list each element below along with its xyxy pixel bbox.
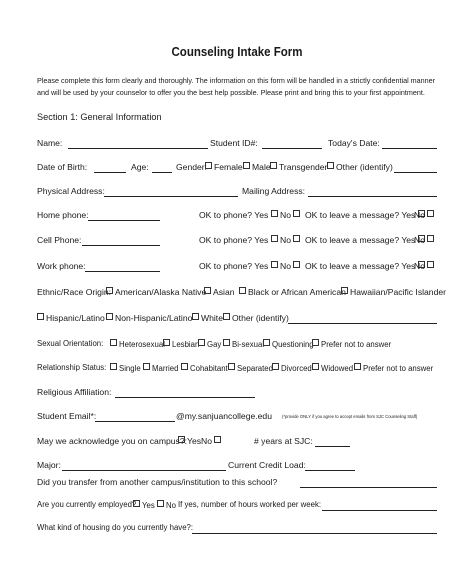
acknowledge-yes[interactable]: Yes	[178, 436, 201, 446]
religious-row	[0, 387, 474, 401]
student-id-field[interactable]	[262, 148, 322, 149]
hawaiian-option[interactable]: Hawaiian/Pacific Islander	[341, 287, 446, 297]
checkbox-icon	[106, 313, 113, 320]
major-field[interactable]	[62, 470, 226, 471]
major-row	[0, 460, 474, 474]
dob-row	[0, 162, 474, 176]
prefer-not-relationship-option[interactable]: Prefer not to answer	[354, 363, 433, 373]
checkbox-icon	[272, 363, 279, 370]
checkbox-icon	[223, 313, 230, 320]
work-ok-phone-yes[interactable]: OK to phone? Yes	[199, 261, 280, 271]
age-field[interactable]	[152, 172, 172, 173]
checkbox-icon	[293, 210, 300, 217]
checkbox-icon	[312, 363, 319, 370]
checkbox-icon	[178, 436, 185, 443]
checkbox-icon	[270, 162, 277, 169]
checkbox-icon	[157, 500, 164, 507]
lesbian-option[interactable]: Lesbian	[163, 339, 199, 349]
religious-label: Religious Affiliation:	[37, 387, 112, 397]
orientation-row	[0, 339, 474, 353]
todays-date-field[interactable]	[382, 148, 437, 149]
section-heading: Section 1: General Information	[37, 112, 162, 122]
hours-label: If yes, number of hours worked per week:	[178, 500, 322, 509]
housing-row	[0, 523, 474, 537]
checkbox-icon	[163, 339, 170, 346]
checkbox-icon	[110, 363, 117, 370]
american-alaska-option[interactable]: American/Alaska Native	[106, 287, 206, 297]
checkbox-icon	[192, 313, 199, 320]
asian-option[interactable]: Asian	[204, 287, 235, 297]
home-ok-phone-no[interactable]: No	[280, 210, 302, 220]
email-note: (*provide ONLY if you agree to accept emails from SJC Counseling Staff)	[282, 414, 418, 419]
prefer-not-orientation-option[interactable]: Prefer not to answer	[312, 339, 391, 349]
questioning-option[interactable]: Questioning	[263, 339, 314, 349]
checkbox-icon	[243, 162, 250, 169]
major-label: Major:	[37, 460, 61, 470]
checkbox-icon	[198, 339, 205, 346]
white-option[interactable]: White	[192, 313, 223, 323]
acknowledge-no[interactable]: No	[201, 436, 223, 446]
checkbox-icon	[327, 162, 334, 169]
years-sjc-field[interactable]	[315, 446, 350, 447]
cell-phone-row	[0, 235, 474, 249]
checkbox-icon	[37, 313, 44, 320]
hours-field[interactable]	[322, 510, 437, 511]
checkbox-icon	[427, 235, 434, 242]
physical-address-field[interactable]	[104, 196, 238, 197]
form-title: Counseling Intake Form	[171, 45, 303, 59]
checkbox-icon	[143, 363, 150, 370]
checkbox-icon	[110, 339, 117, 346]
dob-field[interactable]	[94, 172, 126, 173]
dob-label: Date of Birth:	[37, 162, 88, 172]
acknowledge-row	[0, 436, 474, 450]
housing-field[interactable]	[192, 533, 437, 534]
work-phone-field[interactable]	[85, 271, 160, 272]
bisexual-option[interactable]: Bi-sexual	[223, 339, 264, 349]
form-intro: Please complete this form clearly and thoroughly. The information on this form will be handled in a strictly confidential manner and will be used by your counselor to offer you the best help possible. Please print and bring this to your first appointment.	[37, 76, 436, 97]
home-phone-label: Home phone:	[37, 210, 89, 220]
name-field[interactable]	[68, 148, 208, 149]
credit-load-label: Current Credit Load:	[228, 460, 306, 470]
employed-yes[interactable]: Yes	[133, 500, 155, 510]
widowed-option[interactable]: Widowed	[312, 363, 353, 373]
cell-ok-msg-yes[interactable]: OK to leave a message? Yes	[305, 235, 427, 245]
checkbox-icon	[204, 287, 211, 294]
transgender-option[interactable]: Transgender	[270, 162, 327, 172]
email-row	[0, 411, 474, 425]
checkbox-icon	[427, 210, 434, 217]
years-sjc-label: # years at SJC:	[254, 436, 313, 446]
mailing-address-label: Mailing Address:	[242, 186, 306, 196]
transfer-row	[0, 477, 474, 491]
checkbox-icon	[205, 162, 212, 169]
checkbox-icon	[133, 500, 140, 507]
work-ok-phone-no[interactable]: No	[280, 261, 302, 271]
todays-date-label: Today's Date:	[328, 138, 380, 148]
cell-phone-label: Cell Phone:	[37, 235, 82, 245]
gay-option[interactable]: Gay	[198, 339, 221, 349]
female-option[interactable]: Female	[205, 162, 243, 172]
student-id-label: Student ID#:	[210, 138, 258, 148]
male-option[interactable]: Male	[243, 162, 271, 172]
checkbox-icon	[293, 261, 300, 268]
checkbox-icon	[271, 210, 278, 217]
separated-option[interactable]: Separated	[228, 363, 273, 373]
credit-load-field[interactable]	[305, 470, 355, 471]
non-hispanic-option[interactable]: Non-Hispanic/Latino	[106, 313, 192, 323]
name-row	[0, 138, 474, 152]
checkbox-icon	[223, 339, 230, 346]
checkbox-icon	[239, 287, 246, 294]
employed-label: Are you currently employed?	[37, 500, 137, 509]
relationship-label: Relationship Status:	[37, 363, 107, 372]
checkbox-icon	[293, 235, 300, 242]
divorced-option[interactable]: Divorced	[272, 363, 312, 373]
checkbox-icon	[271, 235, 278, 242]
checkbox-icon	[106, 287, 113, 294]
checkbox-icon	[228, 363, 235, 370]
transfer-label: Did you transfer from another campus/institution to this school?	[37, 477, 278, 487]
cell-ok-phone-yes[interactable]: OK to phone? Yes	[199, 235, 280, 245]
mailing-address-field[interactable]	[308, 196, 437, 197]
heterosexual-option[interactable]: Heterosexual	[110, 339, 165, 349]
acknowledge-label: May we acknowledge you on campus?:	[37, 436, 187, 446]
email-domain: @my.sanjuancollege.edu	[176, 411, 272, 421]
checkbox-icon	[214, 436, 221, 443]
cell-phone-field[interactable]	[82, 245, 160, 246]
cohabitant-option[interactable]: Cohabitant	[181, 363, 228, 373]
employed-row	[0, 500, 474, 514]
single-option[interactable]: Single	[110, 363, 141, 373]
other-gender-field[interactable]	[394, 172, 437, 173]
work-ok-msg-yes[interactable]: OK to leave a message? Yes	[305, 261, 427, 271]
relationship-row	[0, 363, 474, 377]
other-gender-option[interactable]: Other (identify)	[327, 162, 393, 172]
home-phone-field[interactable]	[88, 220, 160, 221]
work-phone-label: Work phone:	[37, 261, 86, 271]
home-ok-phone-yes[interactable]: OK to phone? Yes	[199, 210, 280, 220]
home-phone-row	[0, 210, 474, 224]
checkbox-icon	[271, 261, 278, 268]
black-option[interactable]: Black or African American	[239, 287, 346, 297]
other-ethnic-option[interactable]: Other (identify)	[223, 313, 289, 323]
cell-ok-msg-no[interactable]: No	[414, 235, 436, 245]
checkbox-icon	[181, 363, 188, 370]
hispanic-option[interactable]: Hispanic/Latino	[37, 313, 105, 323]
name-label: Name:	[37, 138, 63, 148]
checkbox-icon	[427, 261, 434, 268]
physical-address-label: Physical Address:	[37, 186, 105, 196]
ethnic-row-2	[0, 313, 474, 327]
religious-field[interactable]	[115, 397, 255, 398]
email-field[interactable]	[95, 421, 175, 422]
other-ethnic-field[interactable]	[288, 323, 437, 324]
cell-ok-phone-no[interactable]: No	[280, 235, 302, 245]
age-label: Age:	[131, 162, 149, 172]
home-ok-msg-yes[interactable]: OK to leave a message? Yes	[305, 210, 427, 220]
email-label: Student Email*:	[37, 411, 97, 421]
address-row	[0, 186, 474, 200]
checkbox-icon	[312, 339, 319, 346]
work-ok-msg-no[interactable]: No	[414, 261, 436, 271]
home-ok-msg-no[interactable]: No	[414, 210, 436, 220]
checkbox-icon	[263, 339, 270, 346]
ethnic-label: Ethnic/Race Origin:	[37, 287, 112, 297]
married-option[interactable]: Married	[143, 363, 178, 373]
checkbox-icon	[341, 287, 348, 294]
employed-no[interactable]: No	[157, 500, 176, 510]
transfer-field[interactable]	[300, 487, 437, 488]
orientation-label: Sexual Orientation:	[37, 339, 104, 348]
checkbox-icon	[354, 363, 361, 370]
gender-label: Gender:	[176, 162, 208, 172]
ethnic-row	[0, 287, 474, 301]
work-phone-row	[0, 261, 474, 275]
housing-label: What kind of housing do you currently have?:	[37, 523, 194, 532]
